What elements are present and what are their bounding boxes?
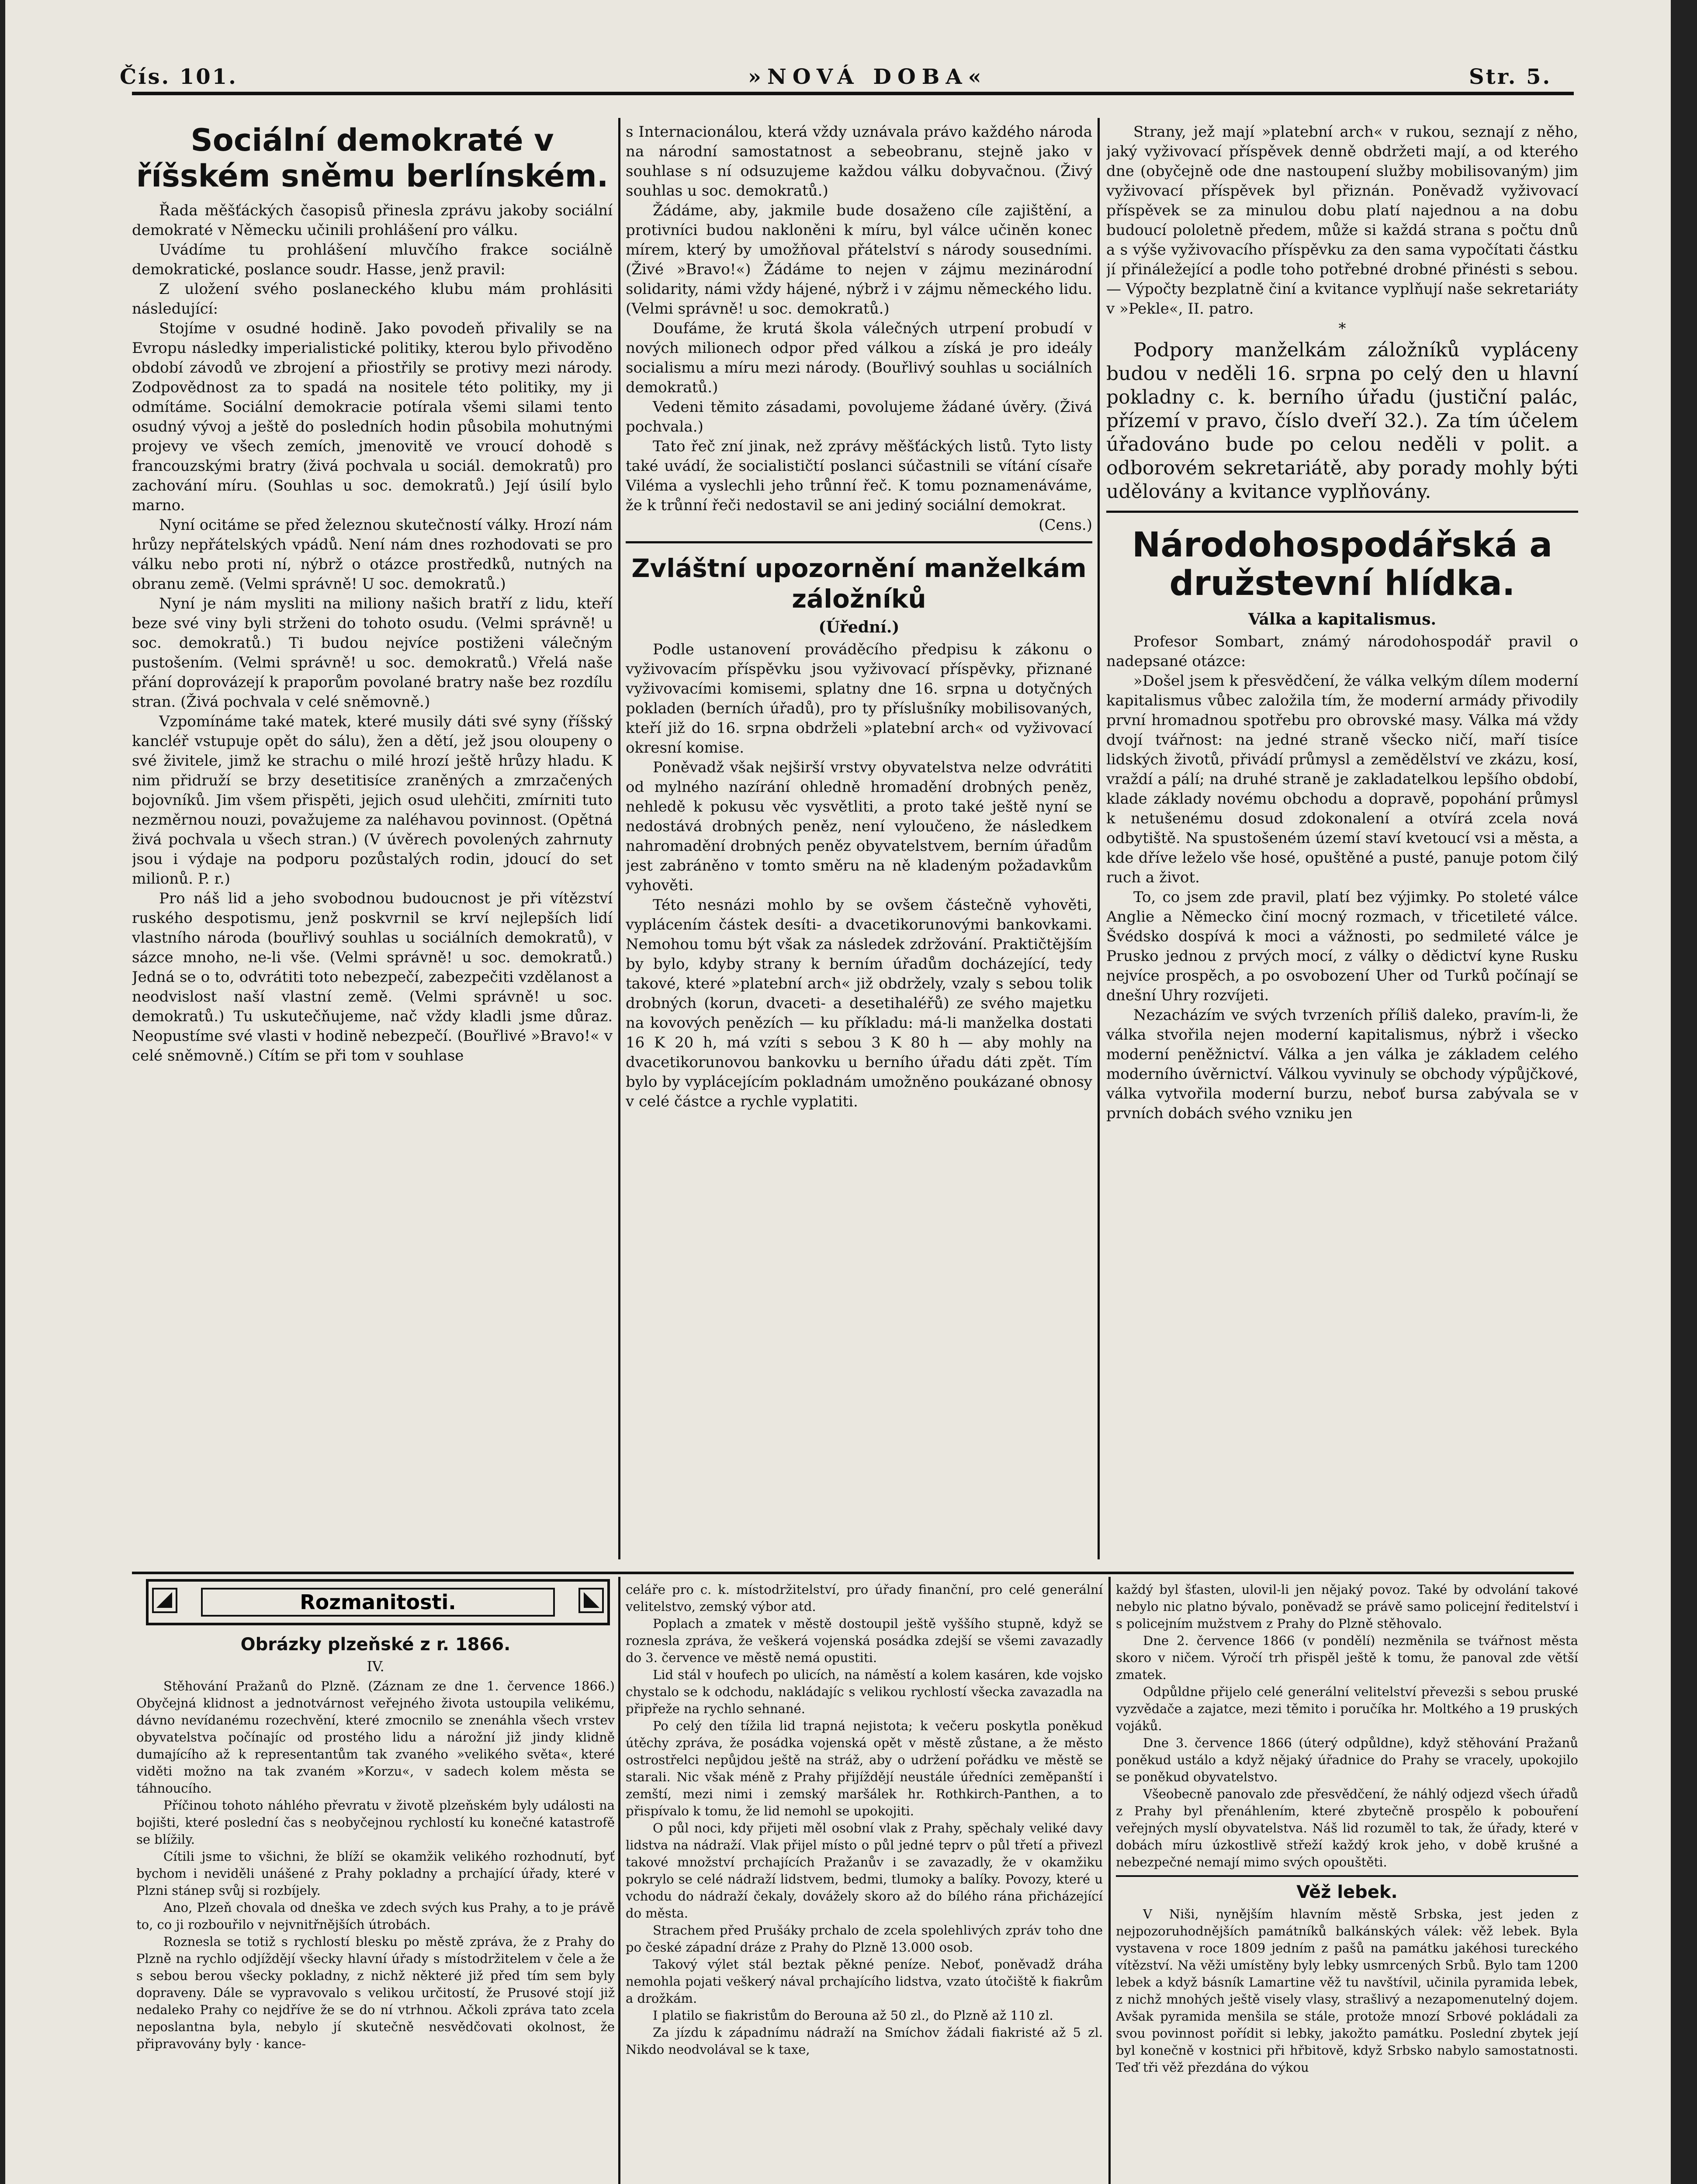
paragraph: Vzpomínáme také matek, které musily dáti své syny (říšský kancléř vstupuje opět do sálu), žen a dětí, jež jsou oloupeny o své živitele, jimž ke strachu o milé hrozí ještě hrůzy hladu. K nim přidruží se brzy desetitisíce zraněných a zmrzačených bojovníků. Jim všem přispěti, jejich osud ulehčiti, zmírniti tuto nezměrnou nouzi, považujeme za naléhavou povinnost. (Opětná živá pochvala u všech stran.) (V úvěrech povolených zahrnuty jsou i výdaje na podporu pozůstalých rodin, jdoucí do set milionů. P. r.): [132, 713, 613, 888]
paragraph: celáře pro c. k. místodržitelství, pro úřady finanční, pro celé generální velitelstvo, zemský výbor atd.: [626, 1582, 1103, 1614]
paragraph: Roznesla se totiž s rychlostí blesku po městě zpráva, že z Prahy do Plzně na rychlo odjíždějí všecky hlavní úřady s místodržitelem v čele a že s sebou berou všecky pokladny, z nichž některé již před tím sem byly dopraveny. Dále se vypravovalo s velikou určitostí, že Prusové stojí již nedaleko Prahy co nejdříve že se do ní vtrhnou. Ačkoli zpráva tato zcela neposlantna byla, nebylo jí skutečně nesvědčovati okolnost, že připravovány byly · kance-: [136, 1934, 615, 2051]
paragraph: Podle ustanovení prováděcího předpisu k zákonu o vyživovacím příspěvku jsou vyživovací příspěvky, přiznané vyživovacími komisemi, splatny dne 16. srpna u dotyčných pokladen (berních úřadů), pro ty příslušníky mobilisovaných, kteří již do 16. srpna obdrželi »platební arch« od vyživovací okresní komise.: [626, 641, 1092, 757]
column-3-lower: [1116, 1581, 1578, 2184]
column-2-lower: [626, 1581, 1103, 2184]
column-2-upper: [626, 122, 1092, 1564]
column-rule-lower-2: [1108, 1577, 1111, 2184]
page-number: Str. 5.: [1469, 65, 1552, 89]
paragraph: Profesor Sombart, známý národohospodář pravil o nadepsané otázce:: [1106, 633, 1578, 670]
paragraph: Za jízdu k západnímu nádraží na Smíchov žádali fiakristé až 5 zl. Nikdo neodvolával se k taxe,: [626, 2025, 1103, 2057]
star-separator: *: [1338, 320, 1346, 337]
paragraph: Tato řeč zní jinak, než zprávy měšťáckých listů. Tyto listy také uvádí, že socialističtí poslanci súčastnili se vítání císaře Viléma a vyslechli jeho trůnní řeč. K tomu poznamenáváme, že k trůnní řeči nedostavil se ani jediný sociální demokrat.: [626, 438, 1092, 514]
paragraph: Podpory manželkám záložníků vypláceny budou v neděli 16. srpna po celý den u hlavní pokladny c. k. berního úřadu (justiční palác, přízemí v pravo, číslo dveří 32.). Za tím účelem úřadováno bude po celou neděli v polit. a odborovém sekretariátě, aby porady mohly býti udělovány a kvitance vyplňovány.: [1106, 339, 1578, 503]
paragraph: Takový výlet stál beztak pěkné peníze. Neboť, poněvadž dráha nemohla pojati veškerý nával prchajícího lidstva, vzato útočiště k fiakrům a drožkám.: [626, 1957, 1103, 2006]
column-1-upper: [132, 122, 613, 1564]
article-heading-tower-of-skulls: Věž lebek.: [1296, 1882, 1398, 1902]
paragraph: I platilo se fiakristům do Berouna až 50 zl., do Plzně až 110 zl.: [653, 2008, 1053, 2023]
paragraph: s Internacionálou, která vždy uznávala právo každého národa na národní samostatnost a sebeobranu, stejně jako v souhlase s ní odsuzujeme každou válku dobyvačnou. (Živý souhlas u soc. demokratů.): [626, 123, 1092, 200]
article-heading-social-democrats: Sociální demokraté v říšském sněmu berlínském.: [136, 122, 609, 194]
paragraph: Doufáme, že krutá škola válečných utrpení probudí v nových milionech odpor před válkou a získá je pro ideály socialismu a míru mezi národy. (Bouřlivý souhlas u sociálních demokratů.): [626, 320, 1092, 396]
newspaper-page: [5, 0, 1671, 2184]
header-rule: [132, 92, 1574, 95]
section-heading-economy: Národohospodářská a družstevní hlídka.: [1132, 525, 1552, 603]
paragraph: Lid stál v houfech po ulicích, na náměstí a kolem kasáren, kde vojsko chystalo se k odchodu, nakládajíc s velikou rychlostí všecka zavazadla na připřeže na rychlo sehnané.: [626, 1667, 1103, 1716]
paragraph: Ano, Plzeň chovala od dneška ve zdech svých kus Prahy, a to je právě to, co ji rozbouřilo v nejvnitřnějších útrobách.: [136, 1900, 615, 1932]
paragraph: Žádáme, aby, jakmile bude dosaženo cíle zajištění, a protivníci budou nakloněni k míru, byl válce učiněn konec mírem, který by umožňoval přátelství s národy sousedními. (Živé »Bravo!«) Žádáme to nejen v zájmu mezinárodní solidarity, námi vždy hájené, nýbrž i v zájmu německého lidu. (Velmi správně! u soc. demokratů.): [626, 202, 1092, 318]
part-numeral: IV.: [367, 1658, 384, 1675]
paragraph: To, co jsem zde pravil, platí bez výjimky. Po stoleté válce Anglie a Německo činí mocný rozmach, v třicetileté válce. Švédsko dospívá k moci a vážnosti, po sedmileté válce je Prusko jednou z prvých mocí, z války o dědictví kyne Rusku nejvíce prospěch, a po osvobození Uher od Turků počínají se dnešní Uhry rozvíjeti.: [1106, 888, 1578, 1004]
official-label: (Úřední.): [818, 618, 900, 636]
paragraph: Z uložení svého poslaneckého klubu mám prohlásiti následující:: [132, 280, 613, 318]
paragraph: »Došel jsem k přesvědčení, že válka velkým dílem moderní kapitalismus vůbec založila tím, že moderní armády přivodily první hromadnou spotřebu pro obrovské masy. Válka má vždy dvojí tvářnost: na jedné straně všecko ničí, maří tisíce lidských životů, přivádí průmysl a zemědělství ve zkázu, kosí, vraždí a pálí; na druhé straně je zakladatelkou lepšího období, klade základy novému obchodu a dopravě, popohání průmysl k netušenému dosud zdokonalení a otvírá zcela nová odbytiště. Na spustošeném území staví kvetoucí vsi a města, a kde dříve leželo vše hosé, opuštěné a pusté, panuje potom čilý ruch a život.: [1106, 672, 1578, 886]
paragraph: Odpůldne přijelo celé generální velitelství převezši s sebou pruské vyzvědače a zajatce, mezi těmito i poručíka hr. Moltkého a 19 pruských vojáků.: [1116, 1684, 1578, 1733]
corner-ornament-right-icon: [578, 1588, 604, 1613]
column-3-upper: [1106, 122, 1578, 1564]
corner-ornament-left-icon: [152, 1588, 177, 1613]
paragraph: Strachem před Prušáky prchalo de zcela spolehlivých zpráv toho dne po české západní dráze z Prahy do Plzně 13.000 osob.: [626, 1923, 1103, 1955]
paragraph: Poplach a zmatek v městě dostoupil ještě vyššího stupně, když se roznesla zpráva, že veškerá vojenská posádka zdejší se všemi zavazadly do 3. července ve městě nemá opustiti.: [626, 1616, 1103, 1665]
divider: [626, 541, 1092, 543]
column-rule-2: [1098, 118, 1100, 1559]
issue-number: Čís. 101.: [120, 65, 238, 89]
paragraph: Této nesnázi mohlo by se ovšem částečně vyhověti, vyplácením částek desíti- a dvacetikorunovými bankovkami. Nemohou tomu být však za následek zdržování. Praktičtějším by bylo, kdyby strany k berním úřadům docházející, tedy takové, které »platební arch« již obdržely, vzaly s sebou tolik drobných (korun, dvaceti- a desetihaléřů) ze svého majetku na kovových penězích — ku příkladu: má-li manželka dostati 16 K 20 h, má vzíti s sebou 3 K 80 h — aby mohly na dvacetikorunovou bankovku u berního úřadu dáti zpět. Tím bylo by vyplácejícím pokladnám umožněno poukázané obnosy v celé částce a rychle vyplatiti.: [626, 896, 1092, 1110]
paragraph: Nezacházím ve svých tvrzeních příliš daleko, pravím-li, že válka stvořila nejen moderní kapitalismus, nýbrž i všecko moderní peněžnictví. Válka a jen válka je základem celého moderního úvěrnictví. Válkou vyvinuly se obchody výpůjčkové, válka vytvořila moderní burzu, neboť bursa zabývala se v prvních dobách svého vzniku jen: [1106, 1006, 1578, 1122]
paragraph: každý byl šťasten, ulovil-li jen nějaký povoz. Také by odvolání takové nebylo nic platno bývalo, poněvadž se právě samo policejní ředitelství i s policejním mužstvem z Prahy do Plzně stěhovalo.: [1116, 1582, 1578, 1631]
paragraph: Vedeni těmito zásadami, povolujeme žádané úvěry. (Živá pochvala.): [626, 398, 1092, 435]
paragraph: Cítili jsme to všichni, že blíží se okamžik velikého rozhodnutí, byť bychom i neviděli unášené z Prahy pokladny a prchající úřady, které v Plzni stánep svůj si rozbíjely.: [136, 1849, 615, 1898]
newspaper-title: »NOVÁ DOBA«: [748, 65, 987, 89]
paragraph: Dne 3. července 1866 (úterý odpůldne), když stěhování Pražanů poněkud ustálo a když nějaký úřadnice do Prahy se vracely, upokojilo se poněkud obyvatelstvo.: [1116, 1735, 1578, 1784]
article-heading-pilsen: Obrázky plzeňské z r. 1866.: [240, 1635, 511, 1655]
article-heading-notice: Zvláštní upozornění manželkám záložníků: [631, 553, 1087, 614]
divider: [1116, 1875, 1578, 1877]
article-signature: (Cens.): [1039, 516, 1092, 534]
paragraph: Strany, jež mají »platební arch« v rukou, seznají z něho, jaký vyživovací příspěvek denně obdržeti mají, a od kterého dne (obyčejně ode dne nastoupení služby mobilisovaným) jim vyživovací příspěvek byl přiznán. Poněvadž vyživovací příspěvek se za minulou dobu platí najednou a na dobu budoucí pololetně předem, může si každá strana s počtu dnů a s výše vyživovacího příspěvku za den sama vypočítati částku jí přináležející a podle toho potřebné drobné přinésti s sebou. — Výpočty bezplatně činí a kvitance vyplňují naše sekretariáty v »Pekle«, II. patro.: [1106, 123, 1578, 318]
paragraph: Řada měšťáckých časopisů přinesla zprávu jakoby sociální demokraté v Německu učinili prohlášení pro válku.: [132, 202, 613, 239]
column-rule-1: [618, 118, 620, 1559]
rozmanitosti-banner: [146, 1579, 610, 1625]
paragraph: Stěhování Pražanů do Plzně. (Záznam ze dne 1. července 1866.) Obyčejná klidnost a jednotvárnost veřejného života ustoupila velikému, dávno nevídanému rozechvění, které zmocnilo se znenáhla všech vrstev obyvatelstva počínajíc od prostého lidu a nárožní již jindy klidně dumajícího až k representantům tak zvaného »velikého světa«, které viděti možno na tak zvaném »Korzu«, v sadech kolem města se táhnoucího.: [136, 1679, 615, 1796]
paragraph: Příčinou tohoto náhlého převratu v životě plzeňském byly události na bojišti, které poslední čas s neobyčejnou rychlostí ku konečné katastrofě se blížily.: [136, 1798, 615, 1847]
paragraph: Všeobecně panovalo zde přesvědčení, že náhlý odjezd všech úřadů z Prahy byl přenáhlením, které zbytečně prospělo k pobouření veřejných myslí obyvatelstva. Náš lid rozuměl to tak, že úřady, které v dobách míru úzkostlivě střeží každý krok jeho, v době krušné a nebezpečné nemají mimo svých opouštěti.: [1116, 1787, 1578, 1870]
paragraph: Pro náš lid a jeho svobodnou budoucnost je při vítězství ruského despotismu, jenž poskvrnil se krví nejlepších lidí vlastního národa (bouřlivý souhlas u sociálních demokratů), v sázce mnoho, ne-li vše. (Velmi správně! u soc. demokratů.) Jedná se o to, odvrátiti toto nebezpečí, zabezpečiti vzdělanost a neodvislost naší vlastní země. (Velmi správně! u soc. demokratů.) Tu uskutečňujeme, nač vždy kladli jsme důraz. Neopustíme své vlasti v hodině nebezpečí. (Bouřlivé »Bravo!« v celé sněmovně.) Cítím se při tom v souhlase: [132, 890, 613, 1064]
column-1-lower: [136, 1634, 615, 2184]
paragraph: V Niši, nynějším hlavním městě Srbska, jest jeden z nejpozoruhodnějších památníků balkánských válek: věž lebek. Byla vystavena v roce 1809 jedním z pašů na památku jakéhosi tureckého vítězství. Na věži umístěny byly lebky usmrcených Srbů. Bylo tam 1200 lebek a když básník Lamartine věž tu navštívil, učinila pyramida lebek, z nichž mnohých ještě visely vlasy, strašlivý a nezapomenutelný dojem. Avšak pyramida menšila se stále, protože mnozí Srbové pokládali za svou povinnost pořídit si lebky, jakožto památku. Poslední zbytek její byl konečně v kostnici při hřbitově, když Srbsko nabylo samostatnosti. Teď tři věž přezdána do výkou: [1116, 1907, 1578, 2075]
paragraph: Po celý den tížila lid trapná nejistota; k večeru poskytla poněkud útěchy zpráva, že posádka vojenská opět v městě zůstane, a že město ostrostřelci nepůjdou ještě na stráž, aby o udržení pořádku ve městě se starali. Nic však méně z Prahy přijíždějí neustále úředníci zeměpanští i zemští, mezi nimi i zemský maršálek hr. Rothkirch-Panthen, a to přispívalo k tomu, že lid nemohl se upokojiti.: [626, 1718, 1103, 1818]
banner-title: Rozmanitosti.: [201, 1588, 555, 1617]
paragraph: Dne 2. července 1866 (v pondělí) nezměnila se tvářnost města skoro v ničem. Výročí trh přispěl ještě k tomu, že panoval zde větší zmatek.: [1116, 1633, 1578, 1682]
paragraph: Nyní je nám mysliti na miliony našich bratří z lidu, kteří beze své viny byli strženi do tohoto osudu. (Velmi správně! u soc. demokratů.) Ti budou nejvíce postiženi válečným pustošením. (Velmi správně! u soc. demokratů.) Vřelá naše přání doprovázejí k praporům povolané bratry naše bez rozdílu stran. (Živá pochvala v celé sněmovně.): [132, 595, 613, 711]
paragraph: O půl noci, kdy přijeti měl osobní vlak z Prahy, spěchaly veliké davy lidstva na nádraží. Vlak přijel místo o půl jedné teprv o půl třetí a přivezl takové množství prchajících Pražanův i se zavazadly, že v okamžiku pokrylo se celé nádraží lidstvem, bedmi, tlumoky a balíky. Povozy, které u vchodu do nádraží čekaly, dovážely skoro až do bílého rána přicházející do města.: [626, 1821, 1103, 1921]
section-rule: [132, 1572, 1574, 1574]
divider: [1106, 511, 1578, 513]
paragraph: Stojíme v osudné hodině. Jako povodeň přivalily se na Evropu následky imperialistické politiky, kterou bylo přivoděno období závodů ve zbrojení a přiostřily se protivy mezi národy. Zodpovědnost za to spadá na nositele této politiky, my ji odmítáme. Sociální demokracie potírala všemi silami tento osudný vývoj a ještě do posledních hodin působila mohutnými projevy ve všech zemích, jmenovitě ve vroucí dohodě s francouzskými bratry (živá pochvala u sociál. demokratů) pro zachování míru. (Souhlas u soc. demokratů.) Její úsilí bylo marno.: [132, 320, 613, 514]
column-rule-lower-1: [618, 1577, 620, 2184]
paragraph: Poněvadž však nejširší vrstvy obyvatelstva nelze odvrátiti od mylného nazírání ohledně hromadění drobných peněz, nehledě k pokusu věc vysvětliti, a proto také ještě nyní se nedostává drobných peněz, není vyloučeno, že následkem nahromadění drobných peněz obyvatelstvem, berním úřadům jest zabráněno v tomto směru na ně kladeným požadavkům vyhověti.: [626, 759, 1092, 894]
paragraph: Nyní ocitáme se před železnou skutečností války. Hrozí nám hrůzy nepřátelských vpádů. Není nám dnes rozhodovati se pro válku nebo proti ní, nýbrž o otázce prostředků, nutných na obranu země. (Velmi správně! U soc. demokratů.): [132, 516, 613, 593]
paragraph: Uvádíme tu prohlášení mluvčího frakce sociálně demokratické, poslance soudr. Hasse, jenž pravil:: [132, 241, 613, 278]
article-subheading-war-capitalism: Válka a kapitalismus.: [1248, 610, 1437, 629]
